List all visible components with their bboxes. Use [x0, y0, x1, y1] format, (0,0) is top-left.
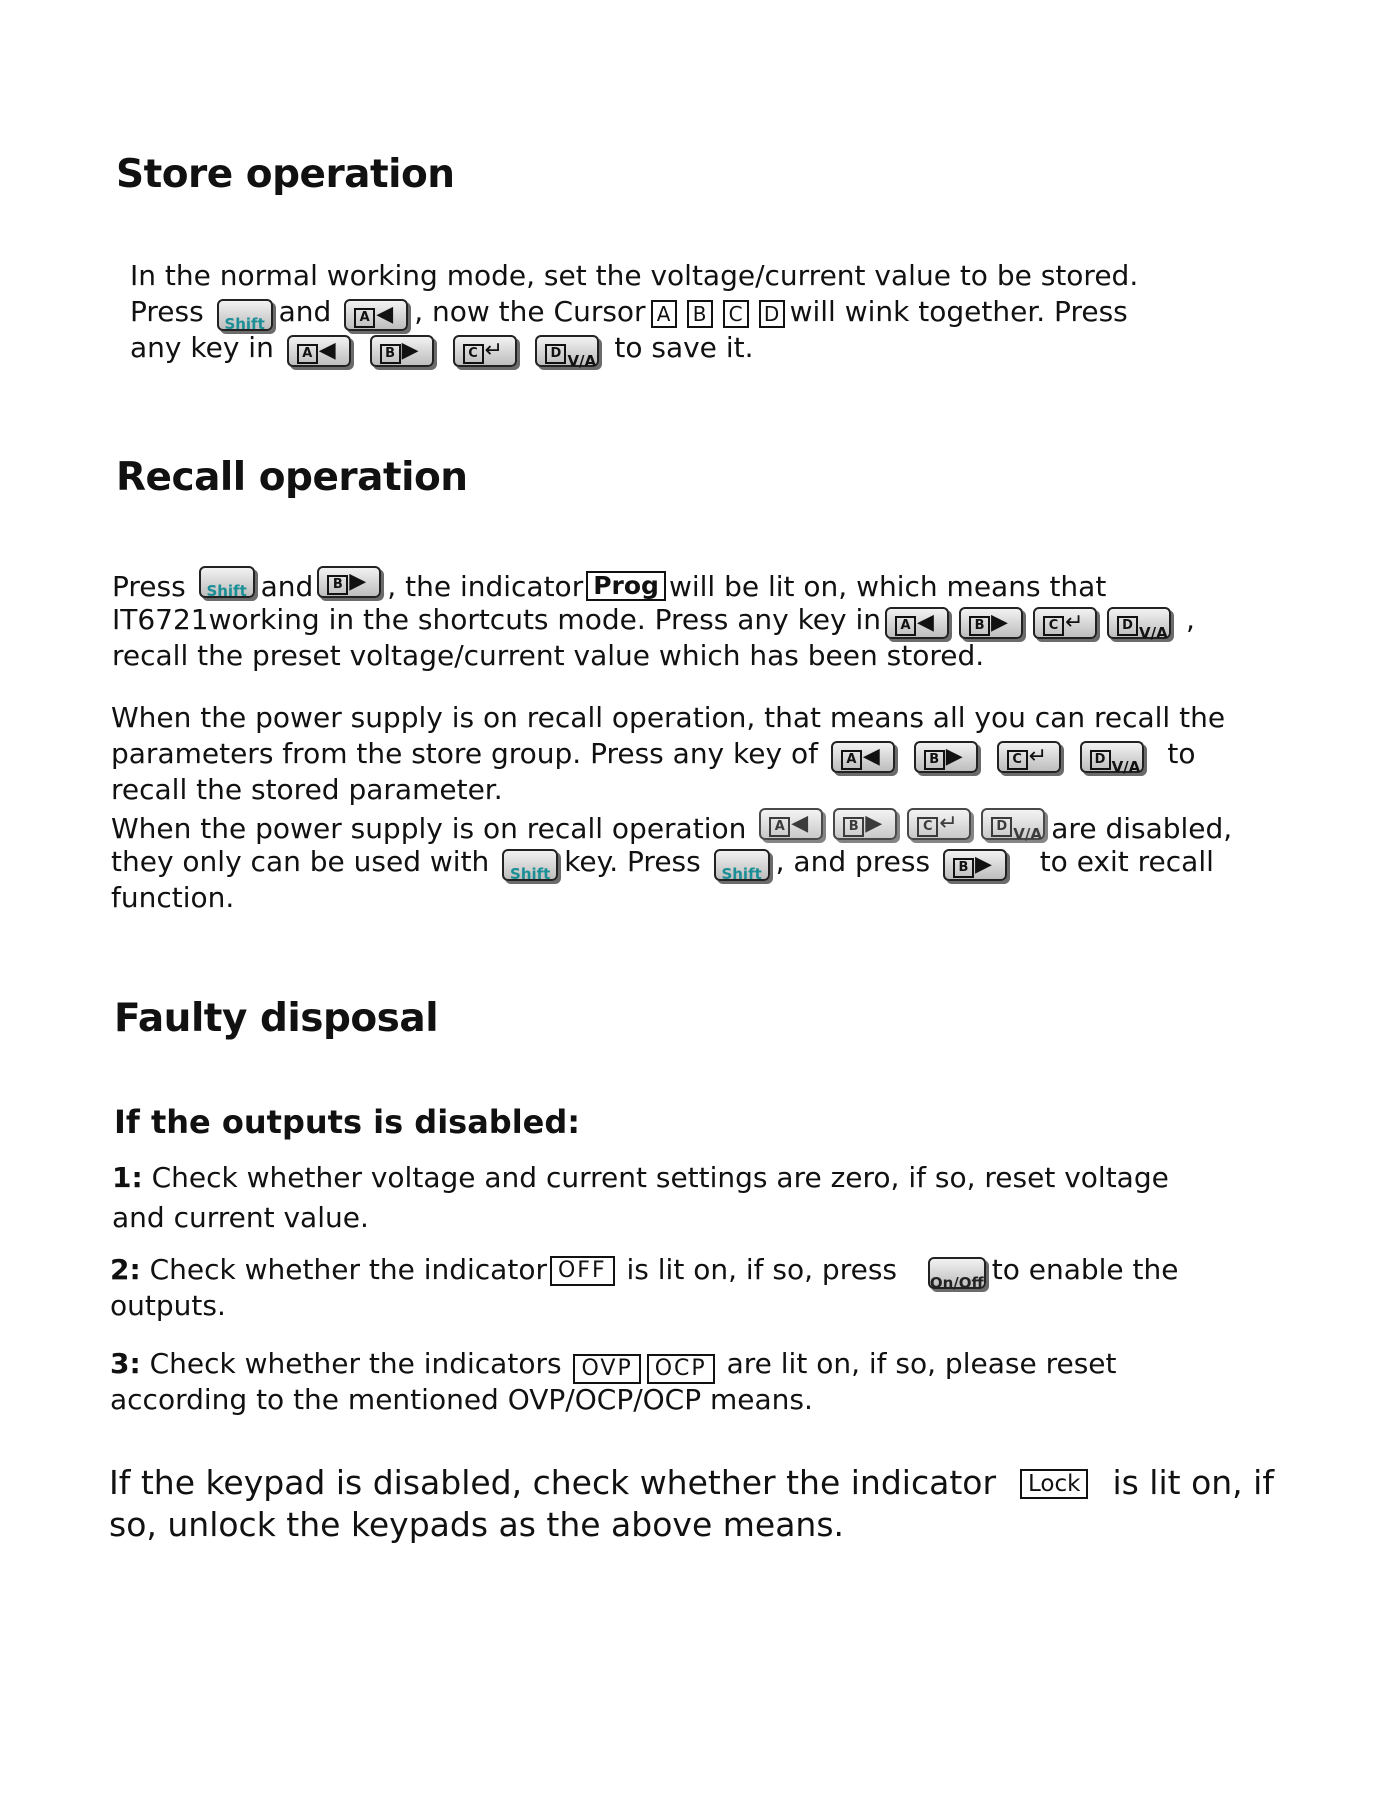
key-letter: B — [924, 750, 945, 770]
text: will wink together. Press — [789, 295, 1128, 328]
text: to save it. — [614, 331, 754, 364]
on-off-key — [928, 1257, 986, 1292]
shift-key-label: Shift — [224, 315, 265, 333]
item-number: 2: — [110, 1253, 141, 1286]
c-enter-key — [997, 741, 1061, 773]
b-right-key — [943, 849, 1007, 881]
text: Check whether the indicators — [140, 1347, 562, 1380]
enter-icon: ↵ — [1028, 744, 1048, 769]
a-left-key — [287, 335, 351, 367]
store-line-1: In the normal working mode, set the voltage/current value to be stored. — [130, 259, 1139, 292]
text: will be lit on, which means that — [668, 570, 1107, 603]
text: , the indicator — [387, 570, 584, 603]
off-indicator: OFF — [550, 1256, 615, 1286]
b-right-key-disabled — [833, 808, 897, 840]
text: key. Press — [564, 845, 701, 878]
faulty-heading: Faulty disposal — [114, 996, 439, 1041]
keypad-disabled-paragraph — [109, 1462, 1274, 1546]
lock-indicator: Lock — [1020, 1469, 1088, 1499]
a-left-key-disabled — [759, 808, 823, 840]
on-off-key-label: On/Off — [929, 1274, 984, 1292]
va-label: V/A — [1013, 825, 1042, 843]
text: to enable the — [991, 1253, 1179, 1286]
b-right-key — [370, 335, 434, 367]
recall-paragraph-1 — [112, 566, 1195, 674]
recall-p2-line-2 — [111, 736, 1232, 776]
key-letter: A — [769, 817, 790, 837]
a-left-key — [885, 607, 949, 639]
shift-key-label: Shift — [510, 865, 551, 883]
text: , and press — [775, 845, 931, 878]
item-number: 3: — [110, 1347, 141, 1380]
c-enter-key-disabled — [907, 808, 971, 840]
text: Press — [130, 295, 204, 328]
shift-key — [199, 566, 255, 598]
ovp-indicator: OVP — [573, 1354, 640, 1384]
text: are lit on, if so, please reset — [726, 1347, 1117, 1380]
key-letter: C — [917, 817, 938, 837]
text: is lit on, if — [1112, 1463, 1274, 1502]
cursor-c: C — [723, 300, 749, 328]
text: is lit on, if so, press — [617, 1253, 898, 1286]
enter-icon: ↵ — [1065, 610, 1084, 635]
c-enter-key — [453, 335, 517, 367]
store-line-2 — [130, 294, 1138, 333]
key-letter: A — [841, 750, 862, 770]
key-letter: D — [1117, 616, 1138, 636]
key-letter: B — [843, 817, 864, 837]
recall-paragraph-2 — [111, 700, 1232, 916]
d-va-key — [1107, 607, 1171, 642]
right-arrow-icon: ▶ — [865, 811, 883, 836]
text: they only can be used with — [111, 845, 490, 878]
store-line-3 — [130, 330, 1138, 370]
va-label: V/A — [1111, 758, 1141, 776]
va-label: V/A — [567, 352, 597, 370]
key-letter: D — [991, 817, 1012, 837]
d-va-key-disabled — [981, 808, 1045, 843]
key-letter: C — [1007, 750, 1028, 770]
text: , — [1185, 603, 1195, 636]
recall-p2-line-3: recall the stored parameter. — [111, 773, 503, 806]
item-2-line-1 — [110, 1252, 1179, 1292]
text: When the power supply is on recall operation — [111, 812, 747, 845]
recall-line-1 — [112, 566, 1195, 602]
keypad-line-1 — [109, 1462, 1274, 1504]
a-left-key — [344, 299, 408, 331]
key-letter: B — [953, 858, 974, 878]
left-arrow-icon: ◀ — [318, 338, 336, 363]
cursor-b: B — [687, 300, 713, 328]
key-letter: D — [545, 344, 566, 364]
right-arrow-icon: ▶ — [401, 338, 419, 363]
text: Check whether voltage and current settings are zero, if so, reset voltage — [142, 1161, 1169, 1194]
key-letter: A — [895, 616, 916, 636]
right-arrow-icon: ▶ — [974, 852, 992, 877]
c-enter-key — [1033, 607, 1097, 639]
text: and — [278, 295, 332, 328]
ocp-indicator: OCP — [647, 1354, 715, 1384]
left-arrow-icon: ◀ — [917, 610, 934, 635]
recall-line-3: recall the preset voltage/current value which has been stored. — [112, 639, 985, 672]
key-letter: A — [297, 344, 318, 364]
va-label: V/A — [1139, 624, 1168, 642]
right-arrow-icon: ▶ — [945, 744, 963, 769]
d-va-key — [535, 335, 599, 370]
faulty-item-1 — [112, 1160, 1169, 1236]
d-va-key — [1080, 741, 1144, 776]
faulty-item-3 — [110, 1346, 1117, 1418]
text: If the keypad is disabled, check whether the indicator — [109, 1463, 997, 1502]
item-3-line-1 — [110, 1346, 1117, 1382]
item-3-line-2: according to the mentioned OVP/OCP/OCP means. — [110, 1383, 813, 1416]
recall-heading: Recall operation — [116, 455, 468, 500]
key-letter: D — [1090, 750, 1111, 770]
recall-p2-line-1: When the power supply is on recall operation, that means all you can recall the — [111, 701, 1226, 734]
text: to exit recall — [1039, 845, 1214, 878]
faulty-item-2 — [110, 1252, 1179, 1324]
key-letter: A — [354, 308, 375, 328]
key-letter: B — [969, 616, 990, 636]
text: parameters from the store group. Press any key of — [111, 737, 818, 770]
text: are disabled, — [1051, 812, 1233, 845]
a-left-key — [831, 741, 895, 773]
item-2-line-2: outputs. — [110, 1289, 226, 1322]
text: to — [1167, 737, 1196, 770]
text: any key in — [130, 331, 274, 364]
b-right-key — [317, 566, 381, 598]
shift-key — [217, 299, 273, 331]
shift-key-label: Shift — [721, 865, 762, 883]
key-letter: B — [327, 575, 348, 595]
right-arrow-icon: ▶ — [991, 610, 1008, 635]
enter-icon: ↵ — [939, 811, 958, 836]
recall-p2-line-6: function. — [111, 881, 235, 914]
shift-key — [502, 849, 558, 881]
store-paragraph — [130, 258, 1139, 370]
key-letter: C — [463, 344, 484, 364]
recall-line-2 — [112, 602, 1195, 642]
cursor-a: A — [651, 300, 677, 328]
right-arrow-icon: ▶ — [349, 569, 367, 594]
key-letter: B — [380, 344, 401, 364]
key-letter: C — [1043, 616, 1064, 636]
b-right-key — [914, 741, 978, 773]
outputs-disabled-subheading: If the outputs is disabled: — [114, 1103, 581, 1141]
recall-p2-line-5 — [111, 844, 1232, 883]
item-number: 1: — [112, 1161, 143, 1194]
keypad-line-2: so, unlock the keypads as the above means. — [109, 1505, 845, 1544]
text: , now the Cursor — [414, 295, 646, 328]
b-right-key — [959, 607, 1023, 639]
item-1-line-2: and current value. — [112, 1201, 369, 1234]
text: Check whether the indicator — [140, 1253, 547, 1286]
prog-indicator: Prog — [586, 571, 666, 601]
left-arrow-icon: ◀ — [791, 811, 809, 836]
left-arrow-icon: ◀ — [376, 302, 394, 327]
store-heading: Store operation — [116, 152, 455, 197]
enter-icon: ↵ — [484, 338, 503, 363]
shift-key — [714, 849, 770, 881]
shift-key-label: Shift — [206, 582, 247, 600]
cursor-d: D — [759, 300, 785, 328]
left-arrow-icon: ◀ — [862, 744, 880, 769]
recall-p2-line-4 — [111, 808, 1232, 844]
item-1-line-1 — [112, 1160, 1169, 1200]
text: and — [260, 570, 314, 603]
text: IT6721working in the shortcuts mode. Press any key in — [112, 603, 882, 636]
text: Press — [112, 570, 186, 603]
